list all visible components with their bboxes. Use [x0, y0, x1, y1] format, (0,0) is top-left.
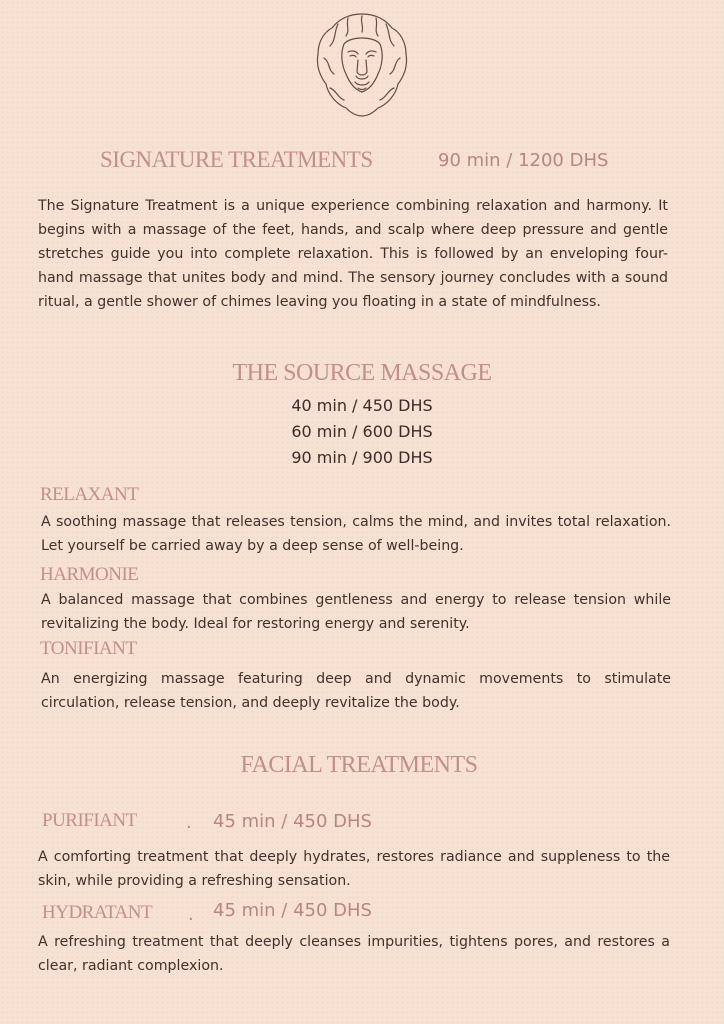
- hydratant-description: A refreshing treatment that deeply cleanses impurities, tightens pores, and restores a clear, radiant complexion.: [38, 934, 670, 974]
- lion-head-icon: [308, 10, 416, 118]
- source-price-list: [0, 393, 724, 471]
- harmonie-description: A balanced massage that combines gentleness and energy to release tension while revitalizing the body. Ideal for restoring energy and serenity.: [41, 592, 671, 632]
- source-price: 40 min / 450 DHS: [291, 396, 433, 415]
- source-price: 90 min / 900 DHS: [291, 448, 433, 467]
- purifiant-price: 45 min / 450 DHS: [213, 811, 372, 832]
- hydratant-title: HYDRATANT: [42, 902, 153, 923]
- purifiant-description: A comforting treatment that deeply hydrates, restores radiance and suppleness to the skin, while providing a refreshing sensation.: [38, 849, 670, 889]
- signature-title: SIGNATURE TREATMENTS: [100, 147, 373, 172]
- source-title: THE SOURCE MASSAGE: [232, 360, 492, 386]
- relaxant-title: RELAXANT: [40, 484, 139, 505]
- tonifiant-title: TONIFIANT: [40, 638, 137, 659]
- hydratant-price: 45 min / 450 DHS: [213, 900, 372, 921]
- source-price: 60 min / 600 DHS: [291, 422, 433, 441]
- signature-price: 90 min / 1200 DHS: [438, 150, 609, 171]
- hydratant-separator: .: [188, 904, 194, 925]
- facial-title: FACIAL TREATMENTS: [240, 752, 478, 778]
- signature-description: The Signature Treatment is a unique experience combining relaxation and harmony. It begins with a massage of the feet, hands, and scalp where deep pressure and gentle stretches guide you into complete relaxation. This is followed by an enveloping four-hand massage that unites body and mind. The sensory journey concludes with a sound ritual, a gentle shower of chimes leaving you floating in a state of mindfulness.: [38, 198, 668, 310]
- purifiant-separator: .: [186, 812, 192, 833]
- harmonie-title: HARMONIE: [40, 564, 139, 585]
- relaxant-description: A soothing massage that releases tension, calms the mind, and invites total relaxation. Let yourself be carried away by a deep sense of well-being.: [41, 514, 671, 554]
- tonifiant-description: An energizing massage featuring deep and dynamic movements to stimulate circulation, release tension, and deeply revitalize the body.: [41, 671, 671, 711]
- purifiant-title: PURIFIANT: [42, 810, 137, 831]
